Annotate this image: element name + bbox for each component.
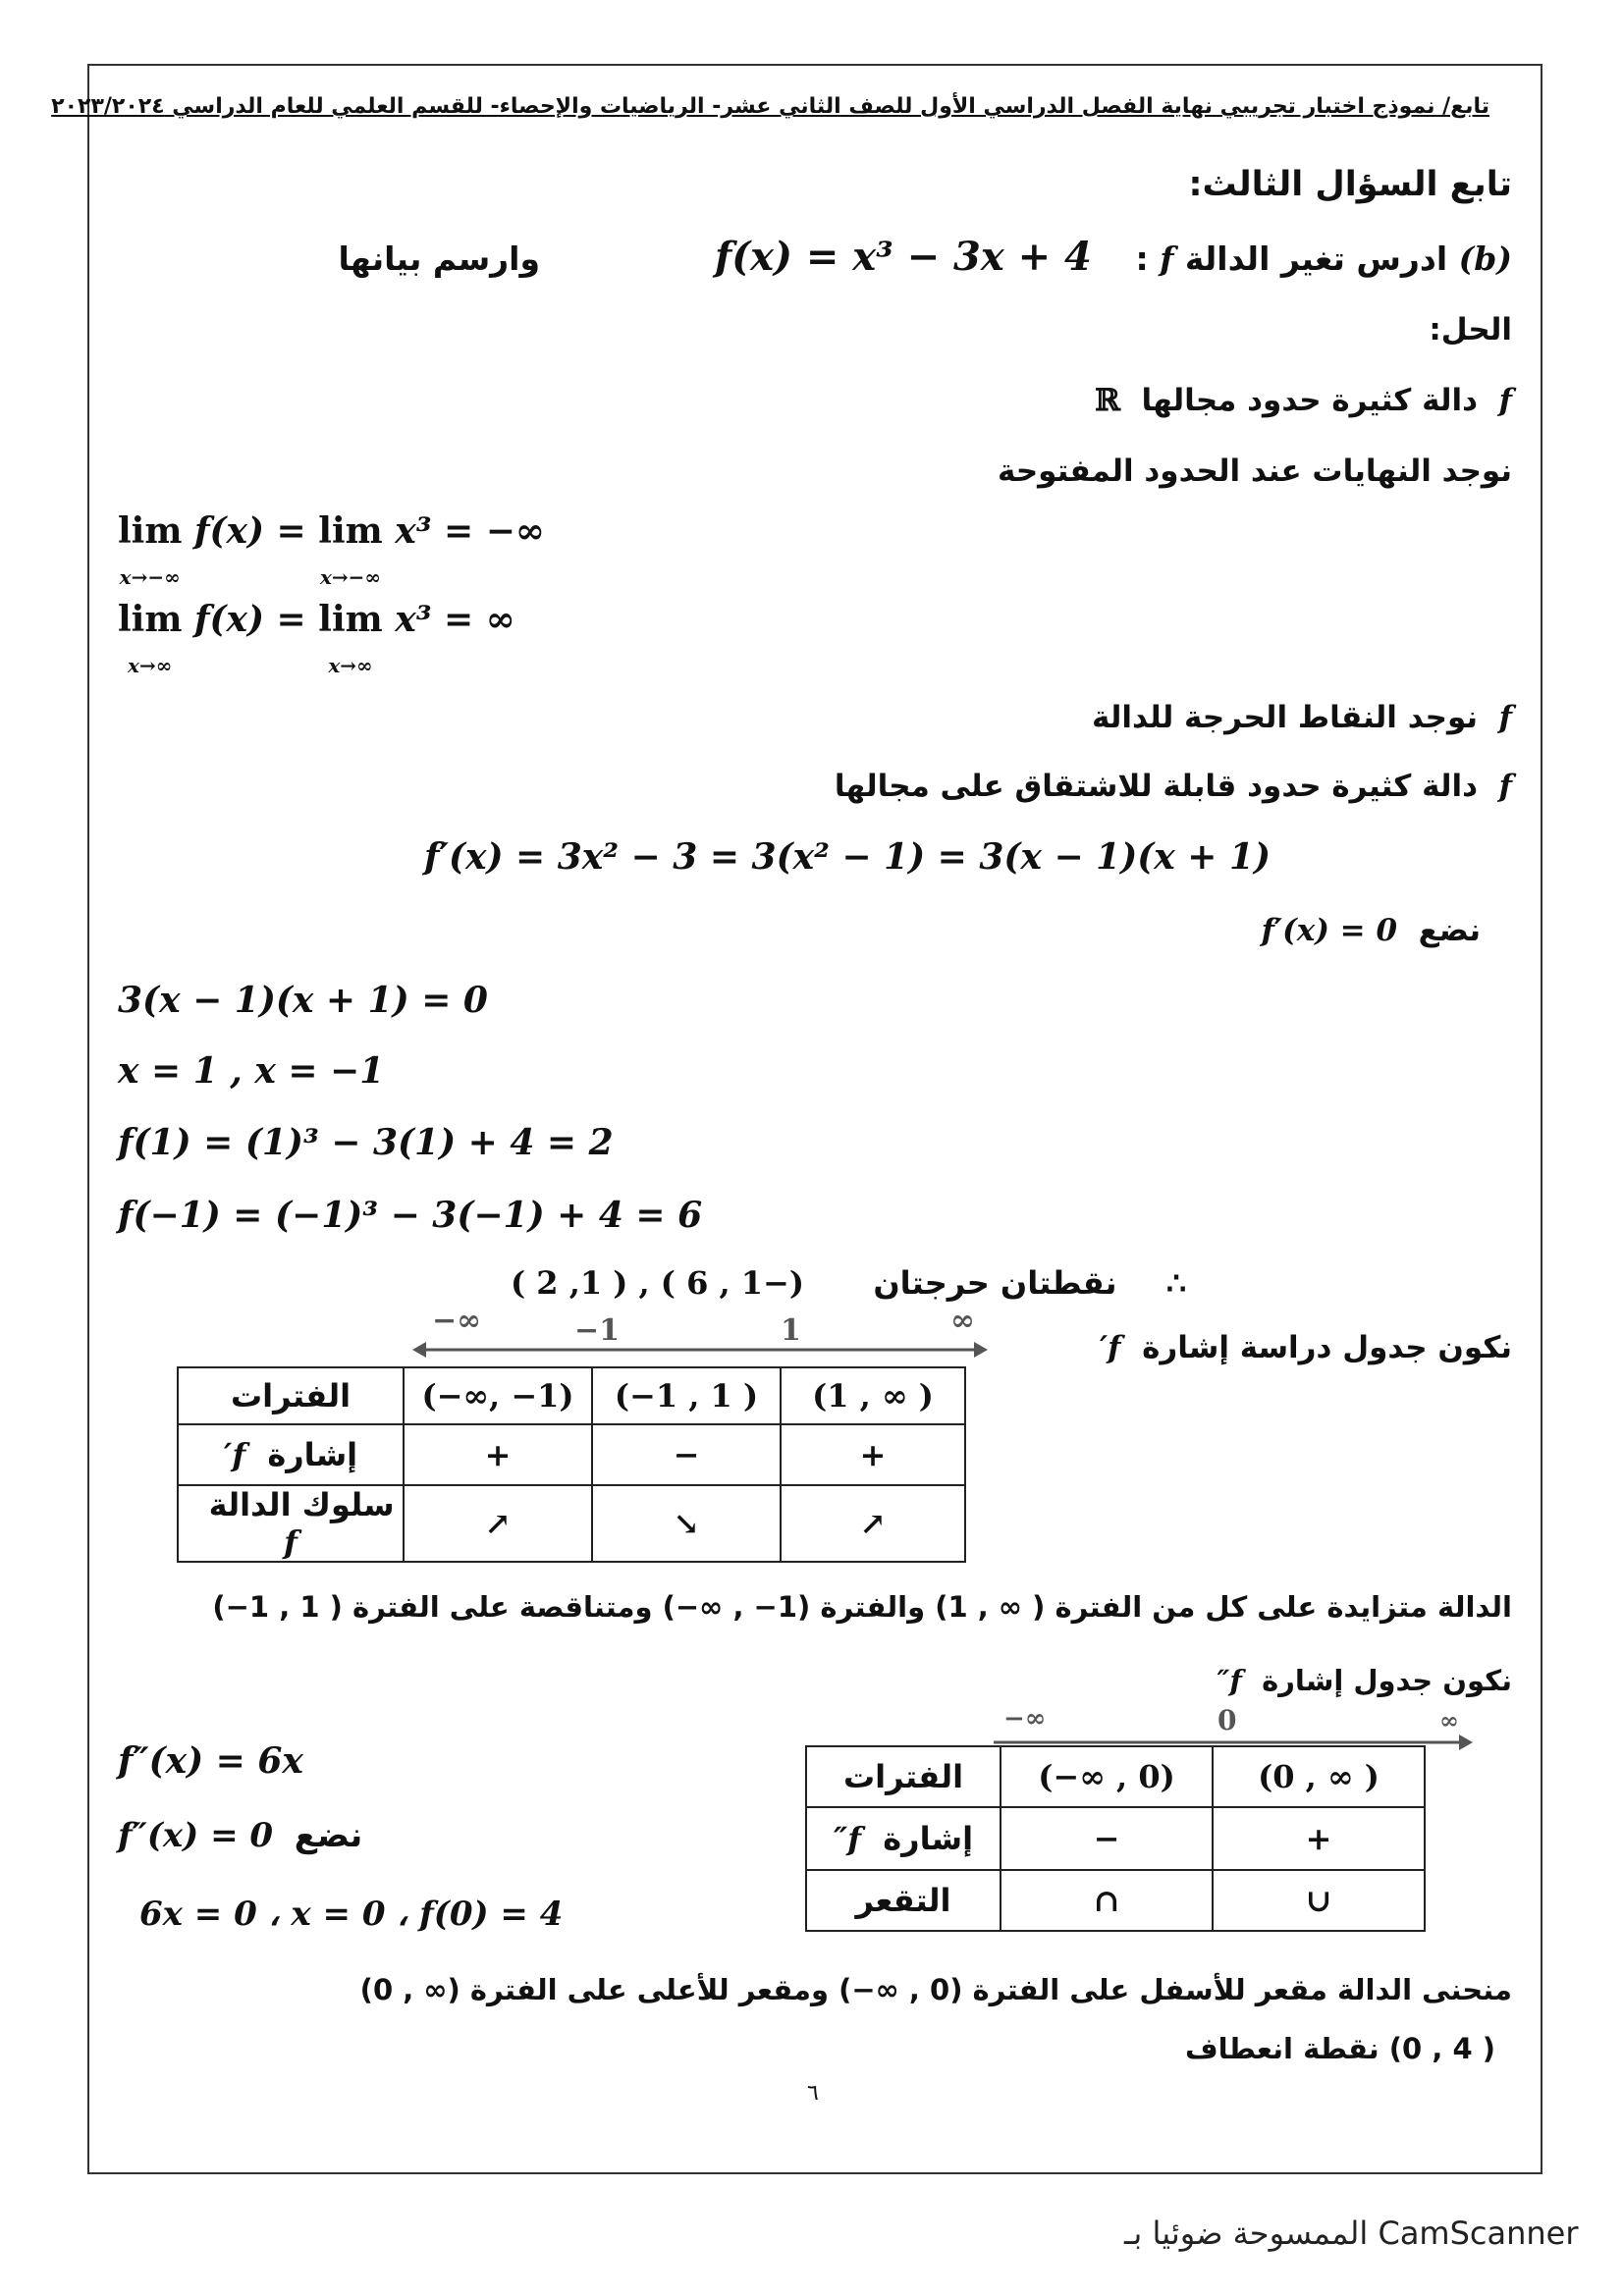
concavity-cell: ∩ (1001, 1870, 1213, 1931)
sign-table-1 (177, 1366, 966, 1563)
number-line-1 (410, 1330, 990, 1369)
interval-cell: (−∞ , 0) (1001, 1746, 1213, 1807)
row-label: إشارة (267, 1436, 358, 1473)
lim-sub: x→∞ (328, 654, 373, 677)
question-b-text-2: وارسم بيانها (338, 240, 540, 278)
question-label: (b) (1458, 240, 1512, 278)
set-zero-expr: f′(x) = 0 (1261, 913, 1398, 948)
differentiable-line (835, 769, 1512, 804)
conclusion-monotonic: الدالة متزايدة على كل من الفترة ( ∞ , 1) والفترة (1− , ∞−) ومتناقصة على الفترة ( 1 , 1−) (212, 1590, 1512, 1624)
lim-sub: x→−∞ (119, 565, 181, 589)
sign-cell: + (1213, 1807, 1425, 1870)
lim-sub: x→−∞ (319, 565, 382, 589)
therefore-symbol: ∴ (1165, 1264, 1187, 1302)
numline2-label: ∞ (1439, 1706, 1459, 1735)
second-table-intro-text: نكون جدول إشارة (1262, 1664, 1512, 1697)
set-zero-2-expr: f″(x) = 0 (118, 1816, 274, 1855)
lim-expr: x³ = ∞ (395, 599, 515, 640)
page-number: ٦ (807, 2081, 819, 2106)
function-equation: f(x) = x³ − 3x + 4 (715, 234, 1092, 280)
row-label: إشارة (883, 1820, 974, 1857)
row-label-cell (178, 1485, 404, 1562)
table-row (178, 1485, 965, 1562)
concavity-cell: ∪ (1213, 1870, 1425, 1931)
row-label-expr: f″ (833, 1820, 861, 1857)
reals-symbol: ℝ (1095, 383, 1120, 418)
table-row (806, 1746, 1425, 1807)
critical-points-line (511, 1264, 1186, 1302)
numline1-label: ∞ (950, 1304, 975, 1338)
step-3: f(1) = (1)³ − 3(1) + 4 = 2 (118, 1122, 614, 1163)
table-row (178, 1367, 965, 1424)
inflection-point: ( 4 , 0) نقطة انعطاف (1184, 2032, 1495, 2065)
interval-cell: (1 , ∞ ) (781, 1367, 965, 1424)
lim-expr: x³ = −∞ (395, 510, 545, 552)
arrow-right-icon (974, 1342, 988, 1358)
table-row (178, 1424, 965, 1485)
sign-table-2 (805, 1745, 1426, 1932)
table-header-cell: الفترات (806, 1746, 1001, 1807)
row-label-expr: f′ (223, 1436, 246, 1473)
numline1-label: −∞ (432, 1304, 482, 1338)
sign-cell: + (781, 1424, 965, 1485)
step-2: x = 1 , x = −1 (118, 1050, 385, 1092)
set-zero-line (1262, 913, 1481, 948)
lim-expr: f(x) = (194, 510, 306, 552)
second-derivative: f″(x) = 6x (118, 1740, 303, 1782)
derivative-equation: f′(x) = 3x² − 3 = 3(x² − 1) = 3(x − 1)(x + 1) (424, 836, 1271, 878)
numline2-label: 0 (1217, 1704, 1237, 1736)
function-name: f (1498, 383, 1512, 418)
numline1-label: −1 (574, 1313, 621, 1348)
question-colon: : (1135, 240, 1149, 278)
second-table-intro-expr: f″ (1217, 1664, 1242, 1697)
lim-expr: f(x) = (194, 599, 306, 640)
numline2-label: −∞ (1003, 1704, 1047, 1734)
set-zero-2-text: نضع (294, 1816, 363, 1855)
numline1-label: 1 (781, 1313, 801, 1348)
critical-intro-text: نوجد النقاط الحرجة للدالة (1091, 700, 1479, 735)
sign-table-intro-text: نكون جدول دراسة إشارة (1142, 1330, 1512, 1365)
domain-text: دالة كثيرة حدود مجالها (1141, 383, 1479, 418)
table-header-cell: الفترات (178, 1367, 404, 1424)
arrow-left-icon (412, 1342, 426, 1358)
behavior-cell: ↘ (592, 1485, 781, 1562)
differentiable-text: دالة كثيرة حدود قابلة للاشتقاق على مجالها (834, 769, 1479, 804)
second-table-intro (1217, 1664, 1512, 1697)
step-1: 3(x − 1)(x + 1) = 0 (118, 980, 488, 1021)
section-title: تابع السؤال الثالث: (1188, 165, 1512, 204)
row-label-cell: التقعر (806, 1870, 1001, 1931)
sign-cell: − (592, 1424, 781, 1485)
row-label: سلوك الدالة (208, 1486, 395, 1523)
set-zero-text: نضع (1418, 913, 1481, 948)
function-name: f (1498, 769, 1512, 804)
limit-neg-inf (118, 510, 545, 593)
question-b-text (1136, 240, 1513, 278)
interval-cell: (−1 , 1 ) (592, 1367, 781, 1424)
conclusion-concavity: منحنى الدالة مقعر للأسفل على الفترة (0 , ∞−) ومقعر للأعلى على الفترة (∞ , 0) (359, 1973, 1512, 2006)
limit-pos-inf (118, 599, 515, 681)
behavior-cell: ↗ (404, 1485, 592, 1562)
lim-word: lim (318, 599, 383, 640)
table-row (806, 1807, 1425, 1870)
interval-cell: (−∞, −1) (404, 1367, 592, 1424)
row-label-expr: f (284, 1523, 298, 1561)
domain-line (1095, 383, 1512, 418)
critical-intro (1092, 700, 1512, 735)
critical-points-label: نقطتان حرجتان (873, 1264, 1117, 1302)
lim-word: lim (118, 510, 183, 552)
solution-label: الحل: (1429, 312, 1512, 347)
lim-word: lim (118, 599, 183, 640)
function-name: f (1498, 700, 1512, 735)
behavior-cell: ↗ (781, 1485, 965, 1562)
lim-word: lim (318, 510, 383, 552)
critical-points: (−1 , 6 ) , ( 1, 2 ) (511, 1264, 804, 1302)
table-row (806, 1870, 1425, 1931)
function-name: f (1160, 240, 1174, 278)
arrow-right-icon (1459, 1735, 1473, 1750)
sign-table-intro (1100, 1330, 1512, 1365)
sign-table-intro-expr: f′ (1099, 1330, 1121, 1365)
sign-cell: − (1001, 1807, 1213, 1870)
question-instruction: ادرس تغير الدالة (1184, 240, 1448, 278)
sign-cell: + (404, 1424, 592, 1485)
set-zero-2 (118, 1816, 362, 1855)
page-header: تابع/ نموذج اختبار تجريبي نهاية الفصل الدراسي الأول للصف الثاني عشر- الرياضيات والإحصاء- للقسم العلمي للعام الدراسي ٢٠٢٣/٢٠٢٤ (51, 94, 1489, 119)
limits-intro: نوجد النهايات عند الحدود المفتوحة (998, 454, 1512, 489)
camscanner-footer: الممسوحة ضوئيا بـ CamScanner (1124, 2215, 1579, 2252)
step-4: f(−1) = (−1)³ − 3(−1) + 4 = 6 (118, 1195, 703, 1236)
lim-sub: x→∞ (128, 654, 173, 677)
interval-cell: (0 , ∞ ) (1213, 1746, 1425, 1807)
row-label-cell (806, 1807, 1001, 1870)
row-label-cell (178, 1424, 404, 1485)
steps-2: 6x = 0 ، x = 0 ، f(0) = 4 (139, 1895, 564, 1934)
